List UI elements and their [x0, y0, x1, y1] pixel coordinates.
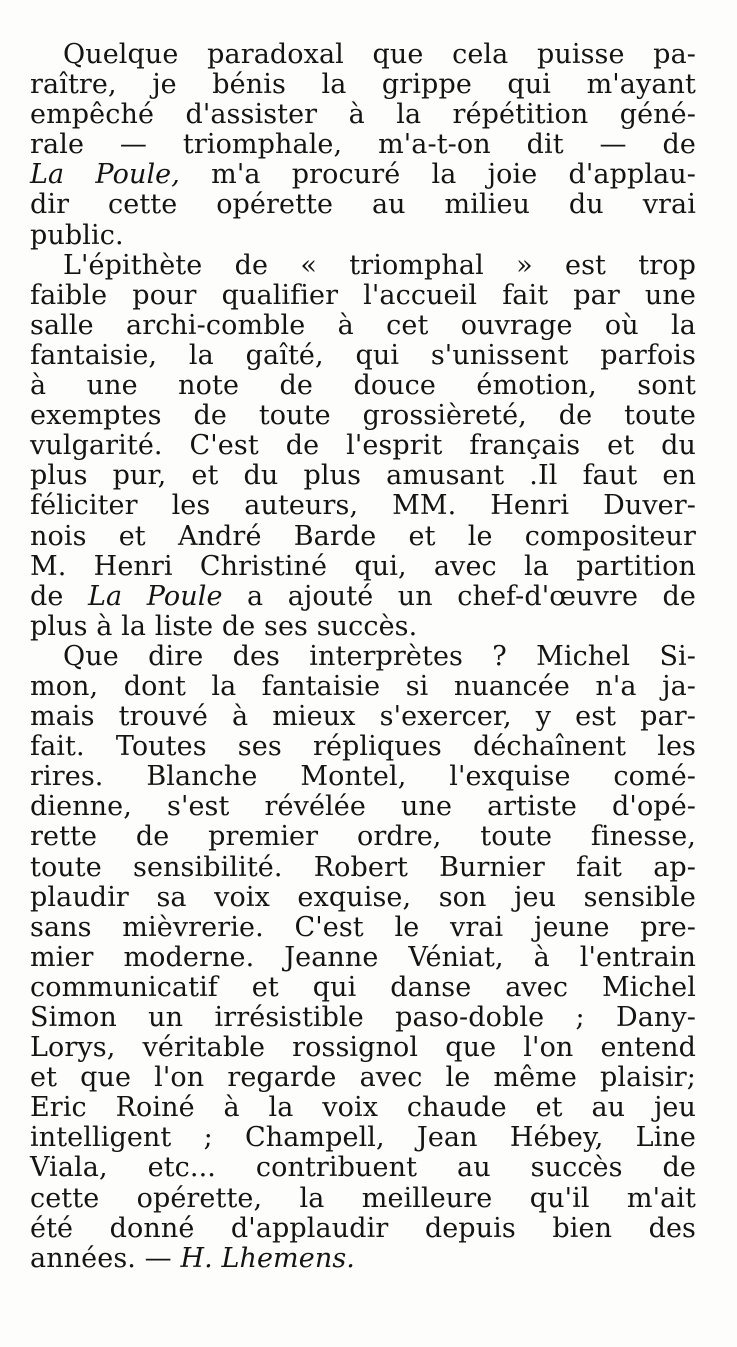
text-line: et que l'on regarde avec le même plaisir;: [30, 1062, 696, 1094]
text-line: raître, je bénis la grippe qui m'ayant: [30, 69, 696, 101]
italic-text: La Poule,: [30, 159, 180, 191]
text-line: public.: [30, 219, 124, 251]
text-segment: de: [30, 580, 88, 612]
text-line: salle archi-comble à cet ouvrage où la: [30, 309, 696, 341]
text-segment: a ajouté un chef-d'œuvre de: [222, 580, 696, 612]
text-line: Eric Roiné à la voix chaude et au jeu: [30, 1092, 696, 1124]
text-line: M. Henri Christiné qui, avec la partition: [30, 550, 696, 582]
text-line: dir cette opérette au milieu du vrai: [30, 189, 696, 221]
text-line: Quelque paradoxal que cela puisse pa-: [63, 39, 696, 70]
text-line: fait. Toutes ses répliques déchaînent les: [30, 731, 696, 763]
text-line: communicatif et qui danse avec Michel: [30, 971, 696, 1003]
text-line: vulgarité. C'est de l'esprit français et du: [30, 430, 696, 462]
article-paragraph: [30, 251, 696, 642]
text-line: mais trouvé à mieux s'exercer, y est par-: [30, 701, 696, 733]
text-line: fantaisie, la gaîté, qui s'unissent parfois: [30, 339, 696, 371]
text-line: [30, 582, 696, 612]
text-line: rette de premier ordre, toute finesse,: [30, 821, 696, 853]
text-line: [30, 1244, 696, 1274]
text-line: nois et André Barde et le compositeur: [30, 520, 696, 552]
text-segment: années. —: [30, 1242, 181, 1274]
text-line: [30, 160, 696, 190]
text-line: Simon un irrésistible paso-doble ; Dany-: [30, 1002, 696, 1033]
text-line: L'épithète de « triomphal » est trop: [63, 249, 696, 281]
text-line: rale — triomphale, m'a-t-on dit — de: [30, 129, 696, 161]
text-line: plus à la liste de ses succès.: [30, 610, 418, 642]
article-paragraph: [30, 642, 696, 1274]
article-paragraph: [30, 40, 696, 251]
text-line: féliciter les auteurs, MM. Henri Duver-: [30, 490, 696, 522]
text-line: mier moderne. Jeanne Véniat, à l'entrain: [30, 941, 696, 973]
text-line: toute sensibilité. Robert Burnier fait ap-: [30, 851, 696, 883]
italic-text: La Poule: [87, 580, 223, 612]
text-line: Que dire des interprètes ? Michel Si-: [63, 640, 696, 672]
text-line: plus pur, et du plus amusant .Il faut en: [30, 460, 696, 492]
text-line: été donné d'applaudir depuis bien des: [30, 1212, 696, 1244]
text-line: dienne, s'est révélée une artiste d'opé-: [30, 791, 696, 823]
text-segment: m'a procuré la joie d'applau-: [179, 159, 696, 191]
text-line: plaudir sa voix exquise, son jeu sensible: [30, 881, 696, 913]
text-line: intelligent ; Champell, Jean Hébey, Line: [30, 1122, 696, 1154]
text-line: faible pour qualifier l'accueil fait par une: [30, 279, 696, 311]
text-line: sans mièvrerie. C'est le vrai jeune pre-: [30, 911, 696, 943]
text-line: à une note de douce émotion, sont: [30, 370, 696, 402]
text-line: rires. Blanche Montel, l'exquise comé-: [30, 761, 696, 793]
text-line: cette opérette, la meilleure qu'il m'ait: [30, 1182, 696, 1214]
text-line: empêché d'assister à la répétition géné-: [30, 99, 696, 131]
text-line: Viala, etc... contribuent au succès de: [30, 1152, 696, 1184]
article-column: [30, 40, 696, 1274]
text-line: mon, dont la fantaisie si nuancée n'a ja-: [30, 670, 696, 702]
text-line: exemptes de toute grossièreté, de toute: [30, 400, 696, 432]
italic-text: H. Lhemens.: [180, 1242, 355, 1274]
text-line: Lorys, véritable rossignol que l'on entend: [30, 1032, 696, 1064]
